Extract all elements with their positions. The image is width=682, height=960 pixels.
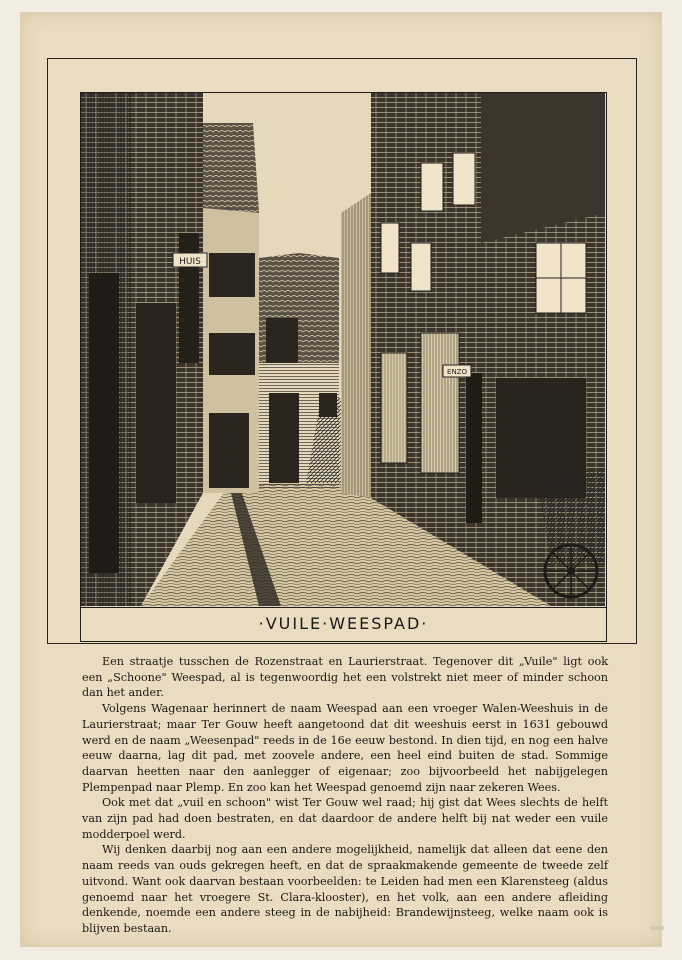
paragraph-2: Volgens Wagenaar herinnert de naam Weespad aan een vroeger Walen-Weeshuis in de Laurierstraat; maar Ter Gouw heeft aangetoond dat dit weeshuis eerst in 1631 gebouwd werd en de naam „Weesenpad" reeds in de 16e eeuw bestond. In dien tijd, en nog een halve eeuw daarna, lag dit pad, met zoovele andere, een heel eind buiten de stad. Sommige daarvan heetten naar den aanlegger of eigenaar; zoo bijvoorbeeld het nabijgelegen Plempenpad naar Plemp. En zoo kan het Weespad genoemd zijn naar zekeren Wees. — [82, 702, 608, 794]
sign-enzo: ENZO — [447, 368, 467, 376]
street-engraving — [80, 92, 607, 608]
sign-huis: HUIS — [179, 257, 201, 267]
paragraph-4: Wij denken daarbij nog aan een andere mogelijkheid, namelijk dat alleen dat eene den naam reeds van ouds gekregen heeft, en dat de spraakmakende gemeente de tweede zelf uitvond. Want ook daarvan bestaan voorbeelden: te Leiden had men een Klarensteeg (aldus genoemd naar het vroegere St. Clara-klooster), en het volk, aan een andere afleiding denkende, noemde een andere steeg in de nabijheid: Brandewijnsteeg, welke naam ook is blijven bestaan. — [82, 843, 608, 935]
article-text — [82, 654, 608, 937]
plate-caption: ·VUILE·WEESPAD· — [80, 608, 607, 642]
paper-mark — [650, 926, 664, 930]
paragraph-3: Ook met dat „vuil en schoon" wist Ter Gouw wel raad; hij gist dat Wees slechts de helft van zijn pad had doen bestraten, en dat daardoor de andere helft bij nat weder een vuile modderpoel werd. — [82, 796, 608, 841]
paragraph-1: Een straatje tusschen de Rozenstraat en Laurierstraat. Tegenover dit „Vuile" ligt ook een „Schoone" Weespad, al is tegenwoordig het een volstrekt niet meer of minder schoon dan het ander. — [82, 655, 608, 700]
